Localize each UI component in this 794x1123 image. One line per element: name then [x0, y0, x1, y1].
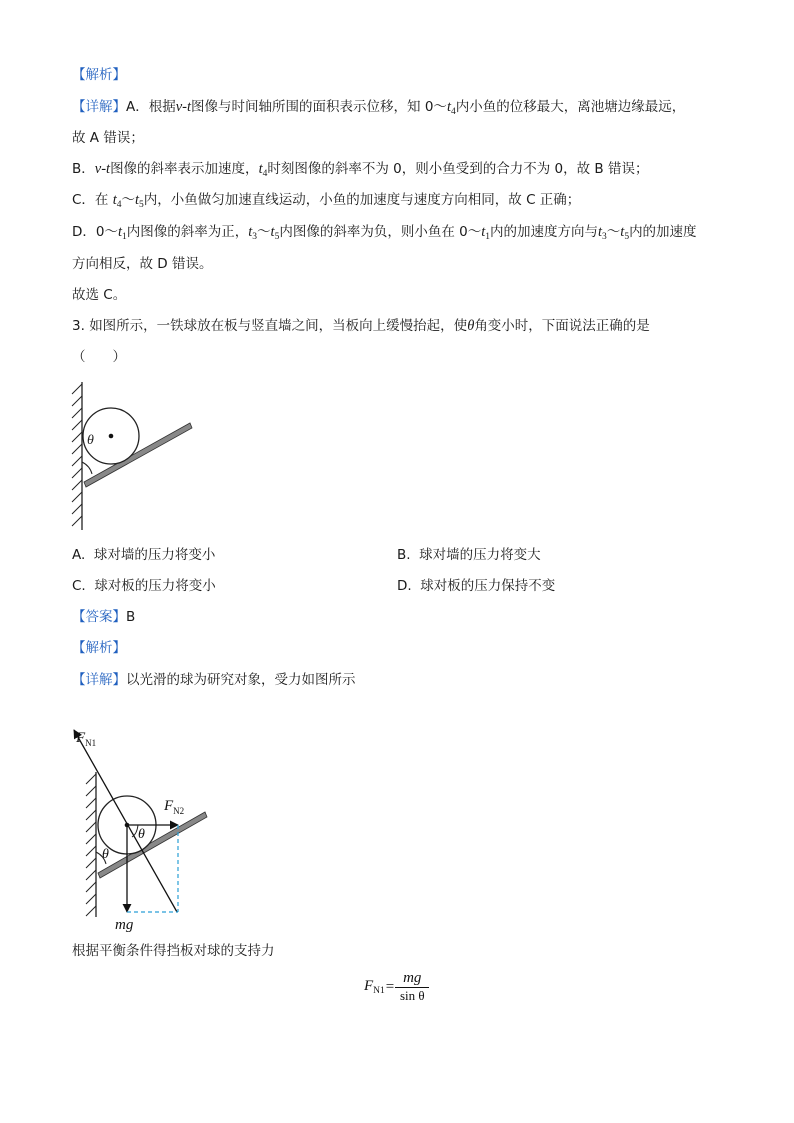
wall-hatching	[72, 384, 82, 526]
formula	[364, 970, 429, 1004]
detail-tag: 【详解】	[72, 99, 126, 115]
formula-numerator: mg	[403, 970, 422, 986]
explanation-intro: 【详解】以光滑的球为研究对象，受力如图所示	[72, 672, 356, 688]
analysis-tag: 【解析】	[72, 67, 126, 83]
ball-center	[109, 434, 114, 439]
question-paren: （ ）	[72, 349, 126, 365]
figure-ball-wall-board	[60, 376, 210, 536]
option-b[interactable]: B. 球对墙的压力将变大	[397, 547, 541, 563]
formula-equals: =	[385, 978, 395, 995]
fn2-label: $F_{N2}$	[164, 798, 185, 816]
detail-line-d: D．$0\sim t_1$内图像的斜率为正，$t_3\sim t_5$内图像的斜率为负，则小鱼在 $0\sim t_1$内的加速度方向与$t_3\sim t_5$内的加速度	[72, 224, 697, 242]
theta-arc	[82, 462, 92, 474]
theta-label-top: θ	[138, 827, 145, 842]
detail-line-d-cont: 方向相反，故 D 错误。	[72, 256, 213, 272]
detail-line-c: C．在 $t_4\sim t_5$内，小鱼做匀加速直线运动，小鱼的加速度与速度方向相同，故 C 正确；	[72, 192, 581, 210]
equilibrium-line: 根据平衡条件得挡板对球的支持力	[72, 943, 275, 959]
formula-fraction	[395, 970, 429, 1004]
theta-label: θ	[87, 433, 94, 448]
conclusion-line: 故选 C。	[72, 287, 127, 303]
ball-center	[125, 823, 130, 828]
answer-tag: 【答案】	[72, 609, 126, 625]
formula-denominator: sin θ	[399, 988, 425, 1003]
theta-label-bottom: θ	[102, 847, 109, 862]
force-line-fn1	[74, 730, 177, 912]
mg-label: mg	[115, 917, 134, 933]
detail-line-a-cont: 故 A 错误；	[72, 130, 144, 146]
detail-line-a: 【详解】A．根据v-t图像与时间轴所围的面积表示位移，知 $0\sim t_4$内小鱼的位移最大，离池塘边缘最远，	[72, 99, 686, 117]
option-a[interactable]: A. 球对墙的压力将变小	[72, 547, 216, 563]
option-c[interactable]: C. 球对板的压力将变小	[72, 578, 216, 594]
answer-line	[72, 608, 135, 626]
detail-tag-2: 【详解】	[72, 672, 126, 688]
formula-lhs: $F_{N1}$	[364, 978, 385, 996]
analysis-tag-2: 【解析】	[72, 640, 126, 656]
option-d[interactable]: D. 球对板的压力保持不变	[397, 578, 556, 594]
fn1-label: $F_{N1}$	[76, 730, 97, 748]
detail-line-b: B．v-t图像的斜率表示加速度，$t_4$时刻图像的斜率不为 0，则小鱼受到的合力不为 0，故 B 错误；	[72, 161, 649, 179]
question-stem: 3. 如图所示，一铁球放在板与竖直墙之间，当板向上缓慢抬起，使θ角变小时，下面说法正确的是	[72, 318, 650, 334]
figure-force-diagram	[60, 722, 230, 934]
answer-value: B	[126, 609, 136, 625]
wall-hatching	[86, 774, 96, 916]
